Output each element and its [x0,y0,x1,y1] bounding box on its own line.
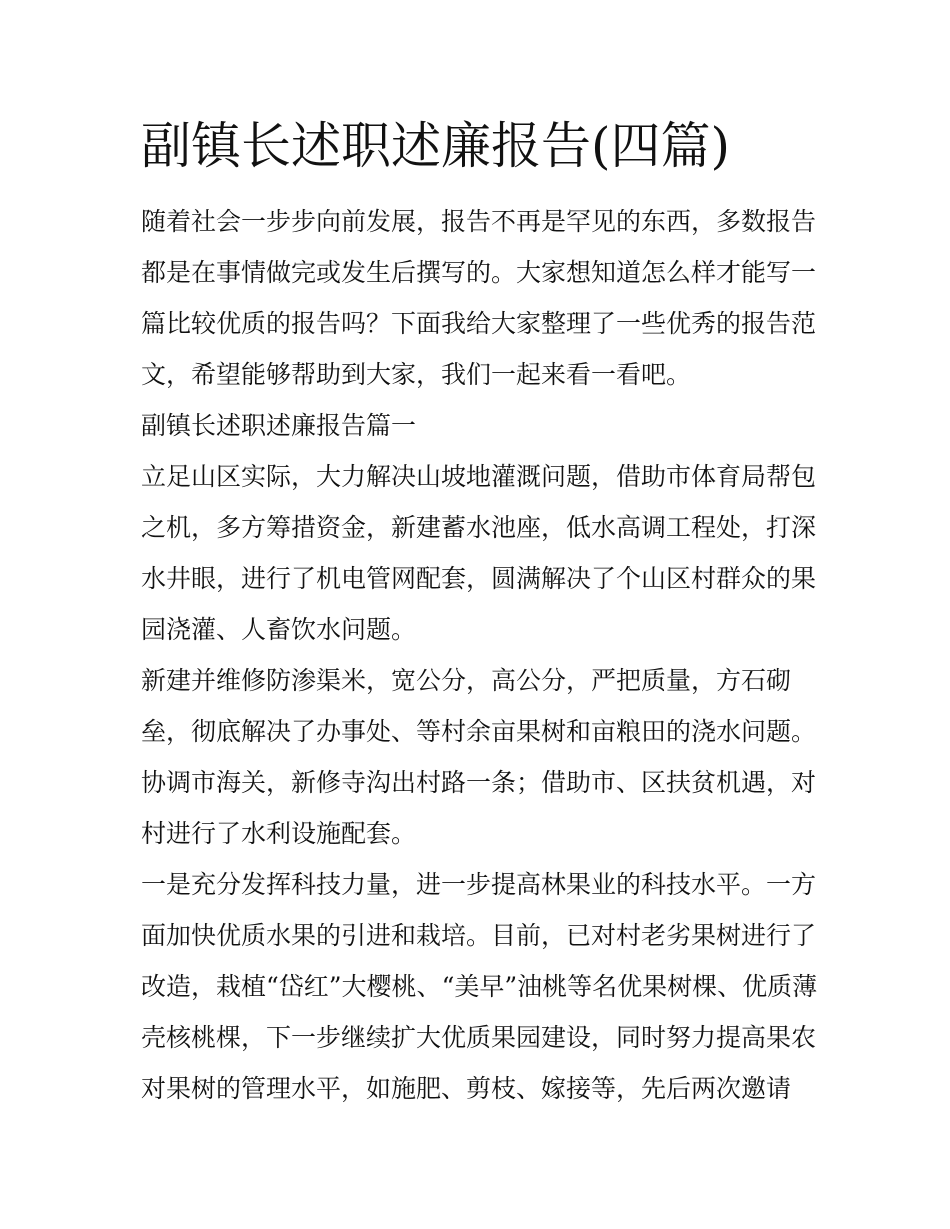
text-line: 之机，多方筹措资金，新建蓄水池座，低水高调工程处，打深 [141,513,817,542]
text-line: 协调市海关，新修寺沟出村路一条；借助市、区扶贫机遇，对 [141,768,817,797]
text-line: 对果树的管理水平，如施肥、剪枝、嫁接等，先后两次邀请 [141,1074,792,1103]
section-heading: 副镇长述职述廉报告篇一 [141,411,417,440]
document-title: 副镇长述职述廉报告(四篇) [141,117,731,175]
text-line: 随着社会一步步向前发展，报告不再是罕见的东西，多数报告 [141,207,817,236]
paragraph-1 [141,451,821,655]
text-line: 村进行了水利设施配套。 [141,819,417,848]
text-line: 水井眼，进行了机电管网配套，圆满解决了个山区村群众的果 [141,564,817,593]
text-line: 园浇灌、人畜饮水问题。 [141,615,417,644]
text-line: 垒，彻底解决了办事处、等村余亩果树和亩粮田的浇水问题。 [141,717,817,746]
text-line: 新建并维修防渗渠米，宽公分，高公分，严把质量，方石砌 [141,666,792,695]
text-line: 壳核桃棵，下一步继续扩大优质果园建设，同时努力提高果农 [141,1023,817,1052]
paragraph-3 [141,859,821,1114]
intro-paragraph [141,196,821,400]
text-line: 改造，栽植“岱红”大樱桃、“美早”油桃等名优果树棵、优质薄 [141,972,818,1001]
text-line: 篇比较优质的报告吗？下面我给大家整理了一些优秀的报告范 [141,309,817,338]
document-body [141,196,821,1114]
paragraph-2 [141,655,821,859]
text-line: 一是充分发挥科技力量，进一步提高林果业的科技水平。一方 [141,870,817,899]
text-line: 都是在事情做完或发生后撰写的。大家想知道怎么样才能写一 [141,258,817,287]
text-line: 文，希望能够帮助到大家，我们一起来看一看吧。 [141,360,692,389]
text-line: 立足山区实际，大力解决山坡地灌溉问题，借助市体育局帮包 [141,462,817,491]
text-line: 面加快优质水果的引进和栽培。目前，已对村老劣果树进行了 [141,921,817,950]
